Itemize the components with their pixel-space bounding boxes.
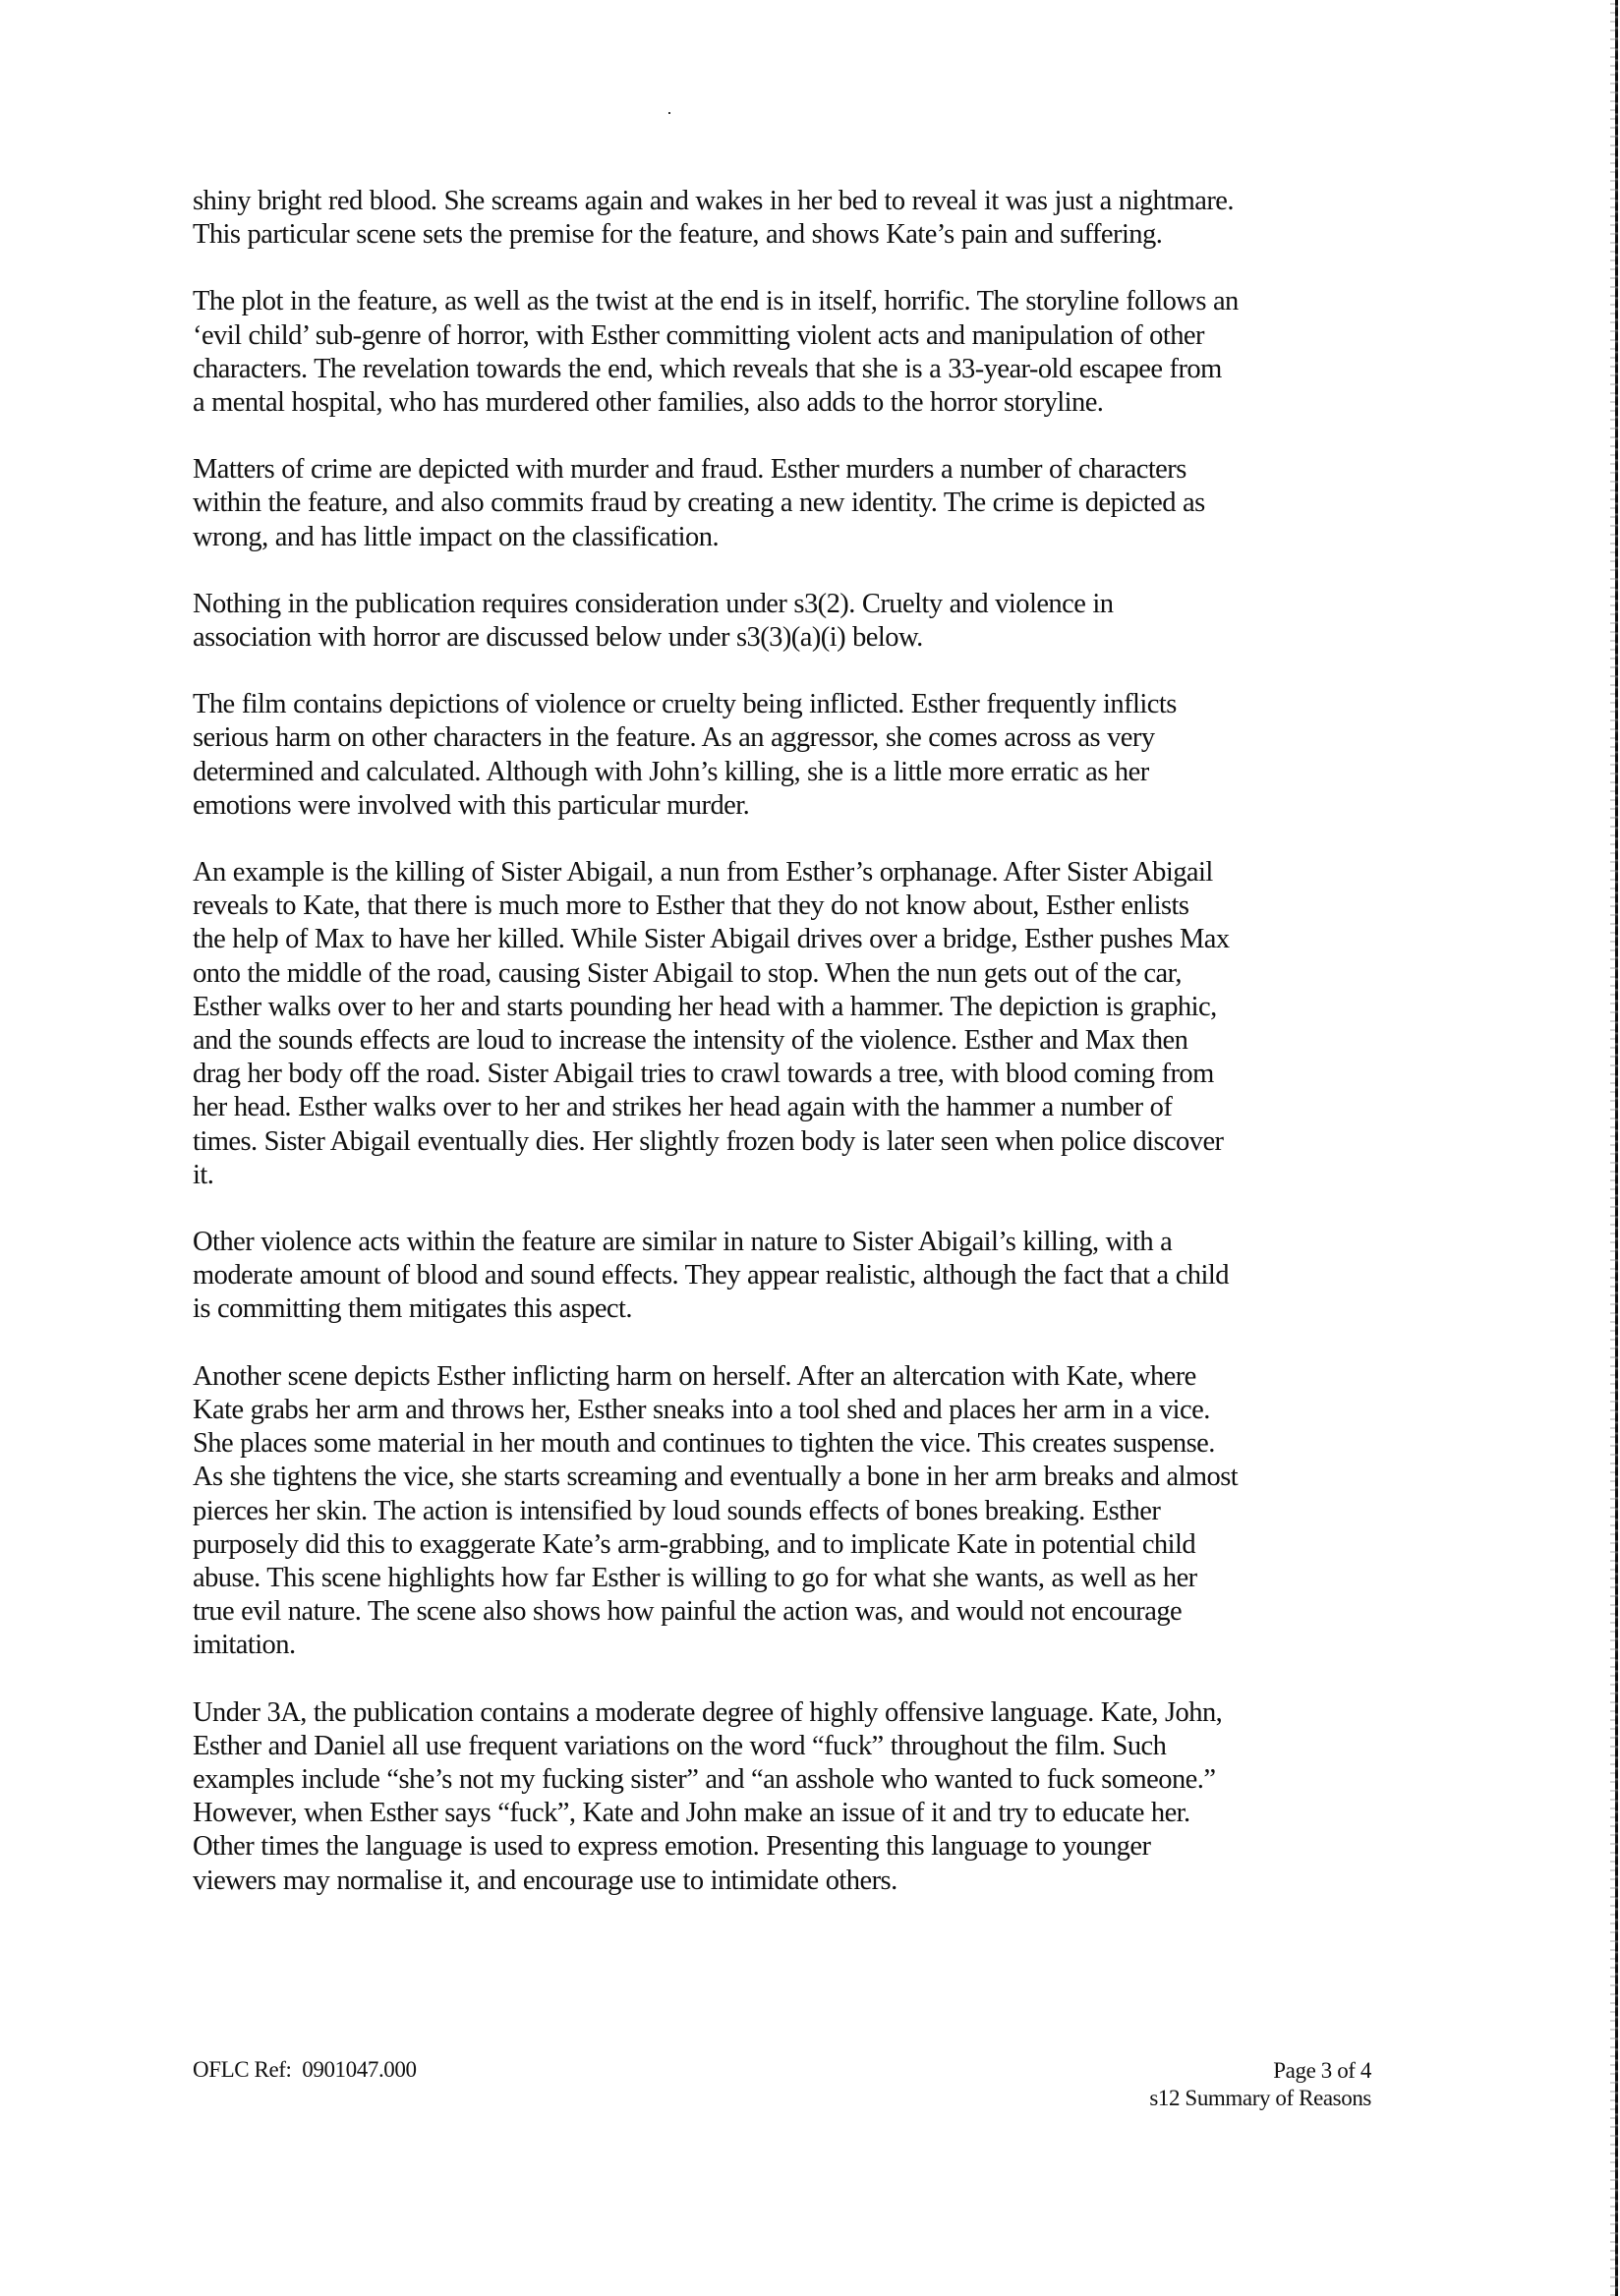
document-body xyxy=(193,185,1421,1931)
text-line: the help of Max to have her killed. While Sister Abigail drives over a bridge, Esther pushes Max xyxy=(193,924,1230,955)
text-line: pierces her skin. The action is intensified by loud sounds effects of bones breaking. Esther xyxy=(193,1495,1161,1526)
text-line: purposely did this to exaggerate Kate’s arm-grabbing, and to implicate Kate in potential child xyxy=(193,1528,1196,1560)
text-line: ‘evil child’ sub-genre of horror, with Esther committing violent acts and manipulation of other xyxy=(193,319,1204,351)
text-line: reveals to Kate, that there is much more to Esther that they do not know about, Esther enlists xyxy=(193,890,1189,922)
text-line: Under 3A, the publication contains a moderate degree of highly offensive language. Kate, John, xyxy=(193,1696,1223,1728)
text-line: and the sounds effects are loud to increase the intensity of the violence. Esther and Max then xyxy=(193,1025,1188,1057)
footer-reference: OFLC Ref: 0901047.000 xyxy=(193,2057,417,2082)
text-line: serious harm on other characters in the feature. As an aggressor, she comes across as very xyxy=(193,722,1155,754)
text-line: The film contains depictions of violence or cruelty being inflicted. Esther frequently inflicts xyxy=(193,689,1177,720)
paragraph-plot xyxy=(193,285,1421,420)
footer-page-info xyxy=(1149,2057,1371,2112)
text-line: it. xyxy=(193,1159,214,1190)
text-line: The plot in the feature, as well as the twist at the end is in itself, horrific. The storyline follows an xyxy=(193,286,1239,317)
text-line: Kate grabs her arm and throws her, Esther sneaks into a tool shed and places her arm in a vice. xyxy=(193,1394,1210,1425)
text-line: is committing them mitigates this aspect. xyxy=(193,1293,632,1325)
text-line: Esther walks over to her and starts pounding her head with a hammer. The depiction is graphic, xyxy=(193,991,1217,1022)
text-line: As she tightens the vice, she starts screaming and eventually a bone in her arm breaks and almost xyxy=(193,1462,1239,1493)
text-line: times. Sister Abigail eventually dies. Her slightly frozen body is later seen when police discover xyxy=(193,1125,1224,1157)
text-line: determined and calculated. Although with John’s killing, she is a little more erratic as her xyxy=(193,756,1149,787)
text-line: association with horror are discussed below under s3(3)(a)(i) below. xyxy=(193,622,923,654)
paragraph-sister-abigail xyxy=(193,856,1421,1192)
scan-speck xyxy=(668,112,670,114)
page-number: Page 3 of 4 xyxy=(1273,2058,1371,2083)
text-line: She places some material in her mouth and continues to tighten the vice. This creates suspense. xyxy=(193,1428,1215,1460)
text-line: characters. The revelation towards the end, which reveals that she is a 33-year-old escapee from xyxy=(193,353,1222,384)
text-line: Nothing in the publication requires consideration under s3(2). Cruelty and violence in xyxy=(193,588,1114,619)
text-line: a mental hospital, who has murdered other families, also adds to the horror storyline. xyxy=(193,387,1104,419)
text-line: wrong, and has little impact on the classification. xyxy=(193,521,720,552)
text-line: Other violence acts within the feature are similar in nature to Sister Abigail’s killing, with a xyxy=(193,1227,1173,1258)
text-line: An example is the killing of Sister Abigail, a nun from Esther’s orphanage. After Sister Abigail xyxy=(193,857,1213,889)
paragraph-other-violence xyxy=(193,1226,1421,1327)
text-line: examples include “she’s not my fucking sister” and “an asshole who wanted to fuck someone.” xyxy=(193,1763,1216,1795)
text-line: Another scene depicts Esther inflicting harm on herself. After an altercation with Kate, where xyxy=(193,1360,1196,1392)
text-line: emotions were involved with this particular murder. xyxy=(193,789,750,821)
paragraph-offensive-language xyxy=(193,1696,1421,1898)
text-line: Matters of crime are depicted with murder and fraud. Esther murders a number of characters xyxy=(193,454,1186,486)
section-title: s12 Summary of Reasons xyxy=(1149,2086,1371,2110)
paragraph-crime xyxy=(193,453,1421,554)
text-line: moderate amount of blood and sound effects. They appear realistic, although the fact that a child xyxy=(193,1260,1229,1292)
text-line: This particular scene sets the premise for the feature, and shows Kate’s pain and suffering. xyxy=(193,219,1163,251)
text-line: Esther and Daniel all use frequent variations on the word “fuck” throughout the film. Such xyxy=(193,1730,1167,1761)
text-line: shiny bright red blood. She screams again and wakes in her bed to reveal it was just a nightmare. xyxy=(193,186,1234,216)
text-line: abuse. This scene highlights how far Esther is willing to go for what she wants, as well as her xyxy=(193,1562,1197,1593)
paragraph-nightmare-scene xyxy=(193,185,1421,252)
text-line: imitation. xyxy=(193,1630,296,1661)
text-line: However, when Esther says “fuck”, Kate and John make an issue of it and try to educate her. xyxy=(193,1798,1190,1829)
text-line: Other times the language is used to express emotion. Presenting this language to younger xyxy=(193,1831,1151,1863)
scan-right-edge-border xyxy=(1615,0,1618,2296)
text-line: drag her body off the road. Sister Abigail tries to crawl towards a tree, with blood coming from xyxy=(193,1059,1214,1090)
text-line: viewers may normalise it, and encourage use to intimidate others. xyxy=(193,1865,897,1896)
text-line: her head. Esther walks over to her and strikes her head again with the hammer a number of xyxy=(193,1092,1173,1123)
text-line: within the feature, and also commits fraud by creating a new identity. The crime is depicted as xyxy=(193,488,1205,519)
text-line: true evil nature. The scene also shows how painful the action was, and would not encourage xyxy=(193,1596,1183,1628)
paragraph-s3-2 xyxy=(193,588,1421,655)
paragraph-violence-cruelty xyxy=(193,688,1421,823)
paragraph-self-harm xyxy=(193,1360,1421,1663)
text-line: onto the middle of the road, causing Sister Abigail to stop. When the nun gets out of the car, xyxy=(193,957,1182,989)
